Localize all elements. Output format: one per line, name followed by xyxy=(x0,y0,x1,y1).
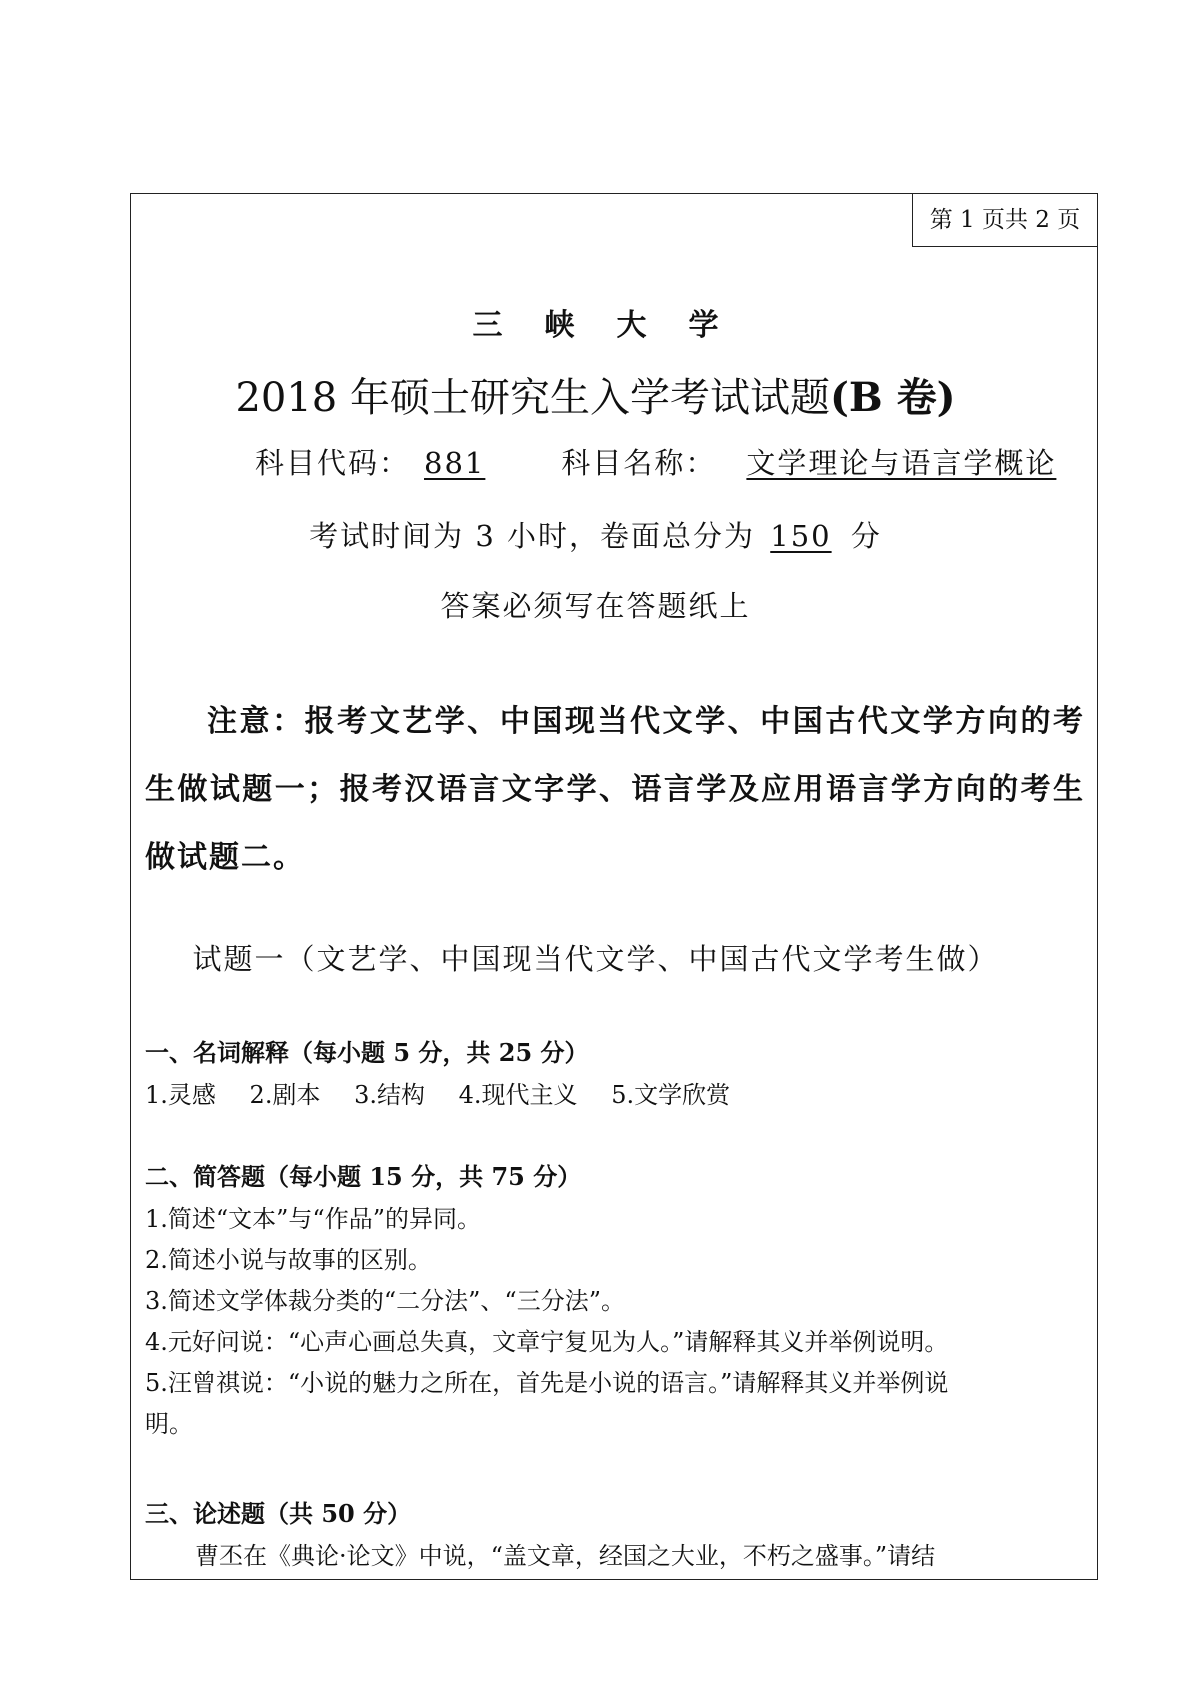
section1-title: 一、名词解释（每小题 5 分，共 25 分） xyxy=(145,1038,589,1067)
term-item: 4.现代主义 xyxy=(458,1081,578,1109)
page-indicator: 第 1 页共 2 页 xyxy=(912,193,1098,247)
score-unit: 分 xyxy=(850,519,882,553)
term-item: 1.灵感 xyxy=(145,1081,216,1109)
subject-line xyxy=(255,441,1056,482)
university-name: 三峡大学 xyxy=(472,308,761,343)
question-item-continuation: 明。 xyxy=(145,1410,193,1438)
exam-notice: 注意：报考文艺学、中国现当代文学、中国古代文学方向的考生做试题一；报考汉语言文字学、语言学及应用语言学方向的考生做试题二。 xyxy=(145,704,1085,875)
exam-title xyxy=(0,366,1191,423)
essay-question: 曹丕在《典论·论文》中说，“盖文章，经国之大业，不朽之盛事。”请结 xyxy=(195,1542,936,1570)
section3-title: 三、论述题（共 50 分） xyxy=(145,1499,412,1528)
term-item: 3.结构 xyxy=(354,1081,425,1109)
exam-variant: (B 卷) xyxy=(829,374,956,421)
exam-time-line xyxy=(0,514,1191,555)
subject-name-label: 科目名称： xyxy=(561,446,717,480)
subject-code-label: 科目代码： xyxy=(255,446,411,480)
part1-heading: 试题一（文艺学、中国现当代文学、中国古代文学考生做） xyxy=(192,942,999,976)
total-score: 150 xyxy=(770,519,832,553)
answer-instruction: 答案必须写在答题纸上 xyxy=(440,589,751,623)
question-item: 4.元好问说：“心声心画总失真，文章宁复见为人。”请解释其义并举例说明。 xyxy=(145,1328,949,1356)
section1-terms xyxy=(145,1075,756,1110)
subject-name: 文学理论与语言学概论 xyxy=(746,446,1057,480)
question-item: 3.简述文学体裁分类的“二分法”、“三分法”。 xyxy=(145,1287,625,1315)
exam-title-text: 2018 年硕士研究生入学考试试题 xyxy=(235,375,830,421)
exam-time-text: 考试时间为 3 小时，卷面总分为 xyxy=(309,519,756,553)
subject-code: 881 xyxy=(424,446,486,480)
question-item: 2.简述小说与故事的区别。 xyxy=(145,1246,432,1274)
question-item: 5.汪曾祺说：“小说的魅力之所在，首先是小说的语言。”请解释其义并举例说 xyxy=(145,1369,949,1397)
section2-title: 二、简答题（每小题 15 分，共 75 分） xyxy=(145,1162,582,1191)
term-item: 2.剧本 xyxy=(249,1081,321,1109)
question-item: 1.简述“文本”与“作品”的异同。 xyxy=(145,1205,481,1233)
term-item: 5.文学欣赏 xyxy=(611,1081,731,1109)
